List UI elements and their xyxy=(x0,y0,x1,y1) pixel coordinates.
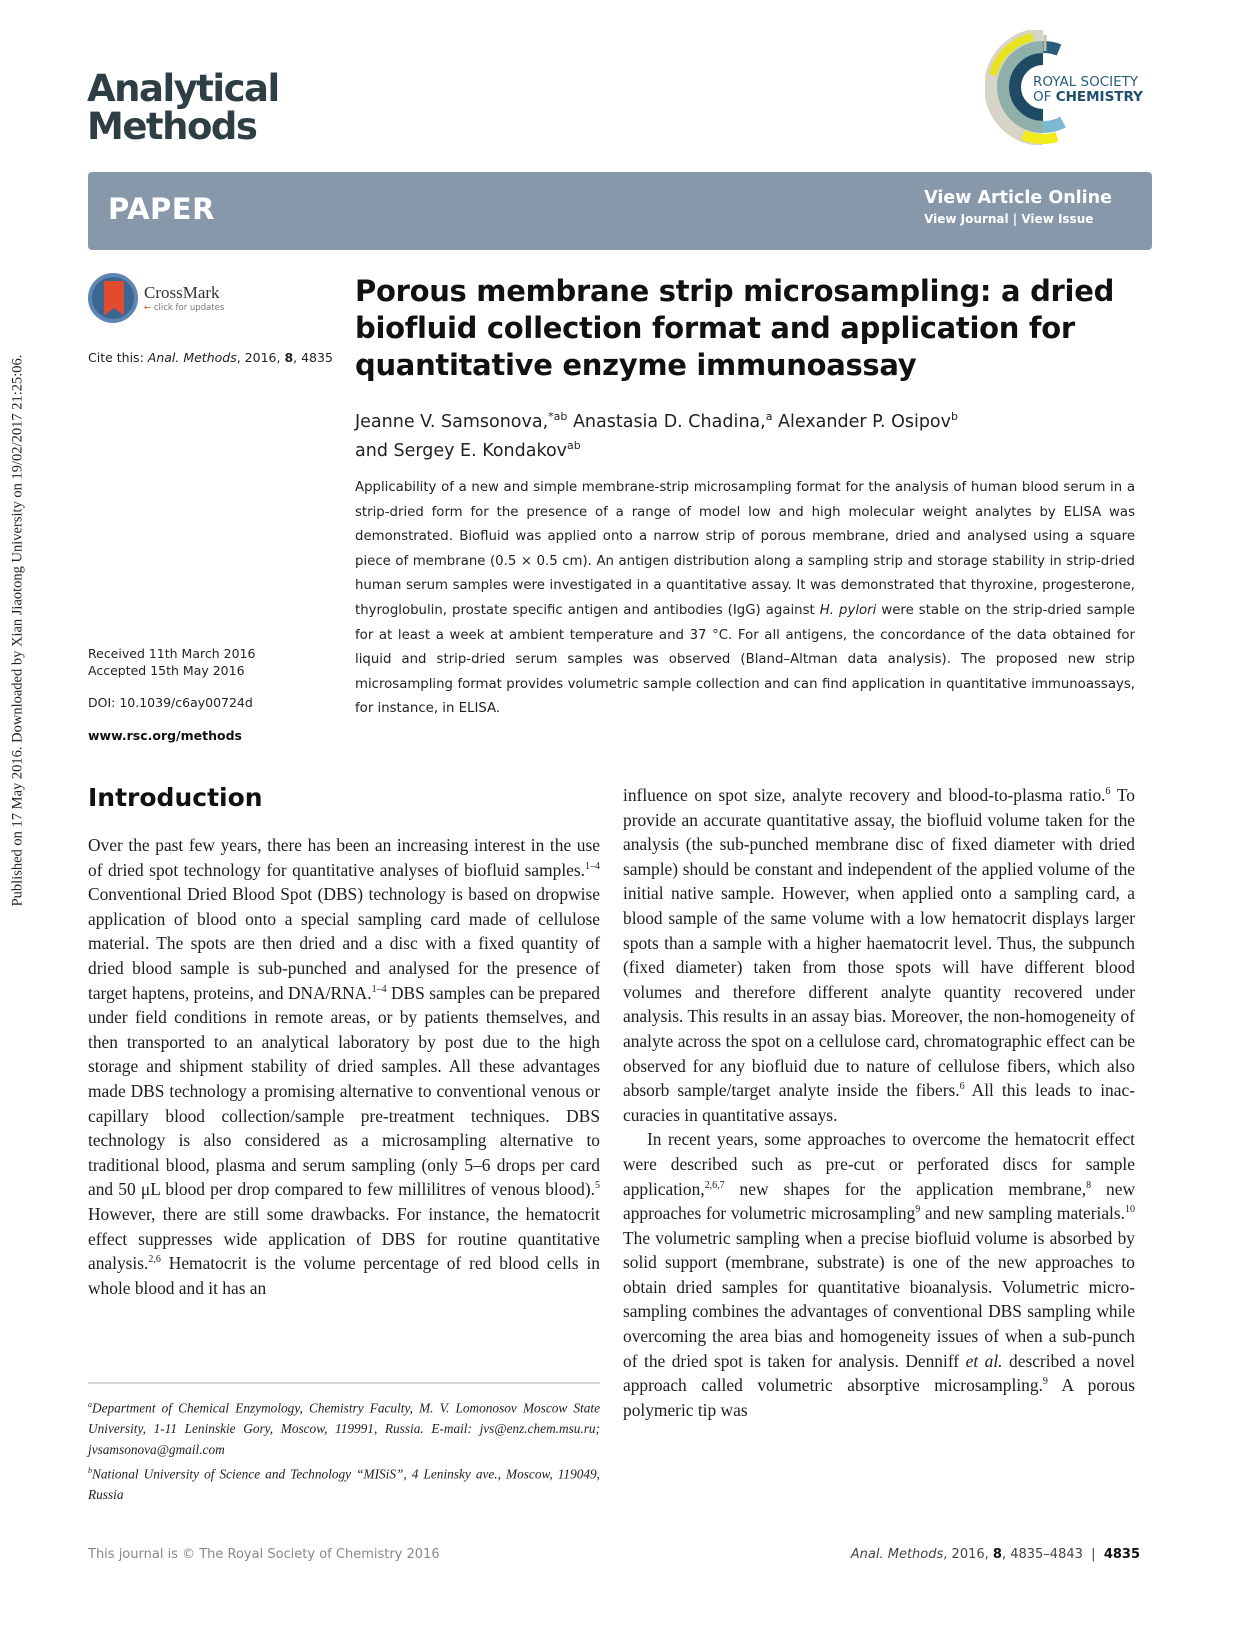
body-column-left xyxy=(88,833,600,1300)
body-paragraph: In recent years, some approaches to overcome the hematocrit effect were described such as pre-cut or perforated discs for sample application,$^{2,6,7}$ new shapes for the application membrane,$^8$ new approaches for volumetric microsampling$^9$ and new sampling materials.$^{10}$ The volumetric sampling when a precise biofluid volume is absorbed by solid support (membrane, substrate) is one of the new approaches to obtain dried samples for quantitative bioanalysis. Volumetric microsampling combines the advantages of conventional DBS sampling while overcoming the area bias and homogeneity issues of when a sub-punch of the dried spot is taken for analysis. Denniff et al. described a novel approach called volumetric absorptive microsampling.$^9$ A porous polymeric tip was xyxy=(623,1129,1136,1420)
citation: Cite this: Anal. Methods, 2016, 8, 4835 xyxy=(88,350,333,365)
page-footer xyxy=(88,1547,1140,1562)
download-stamp-text: Published on 17 May 2016. Downloaded by Xian Jiaotong University on 19/02/2017 21:25:06. xyxy=(9,354,26,906)
link-separator: | xyxy=(1008,212,1022,226)
citation-ref[interactable]: 6 xyxy=(1105,786,1111,798)
citation-ref[interactable]: 8 xyxy=(1086,1179,1092,1191)
article-title: Porous membrane strip microsampling: a dried biofluid collection format and application for quantitative enzyme immunoassay xyxy=(355,274,1115,382)
rsc-wordmark-line1: ROYAL SOCIETY xyxy=(1033,74,1139,90)
crossmark-subtitle: ← click for updates xyxy=(144,303,225,313)
journal-title-line2: Methods xyxy=(87,105,257,148)
citation-ref[interactable]: 1–4 xyxy=(585,860,600,872)
received-date: Received 11th March 2016 xyxy=(88,646,256,661)
article-type-label: PAPER xyxy=(108,192,215,226)
page-number: 4835 xyxy=(1103,1547,1140,1562)
citation-ref[interactable]: 6 xyxy=(959,1081,965,1093)
author[interactable]: Jeanne V. Samsonova, xyxy=(355,411,549,432)
rsc-wordmark-line2: OF CHEMISTRY xyxy=(1033,89,1143,105)
affiliation-footnotes xyxy=(88,1395,600,1506)
page-citation: Anal. Methods, 2016, 8, 4835–4843 | 4835 xyxy=(850,1547,1140,1562)
citation-ref[interactable]: 9 xyxy=(1042,1376,1048,1388)
view-article-online-link[interactable]: View Article Online xyxy=(924,188,1112,208)
citation-ref[interactable]: 9 xyxy=(915,1204,921,1216)
crossmark-title: CrossMark xyxy=(144,283,220,302)
accepted-date: Accepted 15th May 2016 xyxy=(88,663,245,678)
article-dates xyxy=(88,645,255,679)
footnote: $^b$National University of Science and Technology “MISiS”, 4 Leninsky ave., Moscow, 119049, Russia xyxy=(88,1466,600,1503)
author-list: Jeanne V. Samsonova,$^{*ab}$ Anastasia D. Chadina,$^a$ Alexander P. Osipov$^b$ and Sergey E. Kondakov$^{ab}$ xyxy=(355,410,958,461)
download-stamp xyxy=(8,320,28,940)
citation-ref[interactable]: 10 xyxy=(1125,1204,1135,1216)
footnote-divider xyxy=(88,1382,600,1384)
body-paragraph: influence on spot size, analyte recovery and blood-to-plasma ratio.$^6$ To provide an accurate quantitative assay, the biofluid volume taken for the analysis (the sub-punched membrane disc of fixed diameter with dried sample) should be constant and independent of the applied volume of the initial native sample. However, when applied onto a sampling card, a blood sample of the same volume with a low hematocrit displays larger spots than a sample with a higher haematocrit level. Thus, the subpunch (fixed diameter) taken from those spots will have different blood volumes and therefore different analyte quantity recovered under analysis. This results in an assay bias. Moreover, the non-homogeneity of analyte across the spot on a cellulose card, chromatographic effect can be observed for any biofluid due to nature of cellulose fibers, which also absorb sample/target analyte inside the fibers.$^6$ All this leads to inaccuracies in quantitative assays. xyxy=(623,785,1135,1125)
citation-ref[interactable]: 5 xyxy=(595,1180,600,1192)
abstract: Applicability of a new and simple membrane-strip microsampling format for the analysis of human blood serum in a strip-dried form for the presence of a range of model low and high molecular weight analytes by ELISA was demonstrated. Biofluid was applied onto a narrow strip of porous membrane, dried and analysed using a square piece of membrane (0.5 × 0.5 cm). An antigen distribution along a sampling strip and storage stability in strip-dried human serum samples were investigated in a quantitative assay. It was demonstrated that thyroxine, progesterone, thyroglobulin, prostate specific antigen and antibodies (IgG) against H. pylori were stable on the strip-dried sample for at least a week at ambient temperature and 37 °C. For all antigens, the concordance of the data obtained for liquid and strip-dried serum samples was observed (Bland–Altman data analysis). The proposed new strip microsampling format provides volumetric sample collection and can find application in quantitative immunoassays, for instance, in ELISA. xyxy=(355,480,1135,717)
citation-ref[interactable]: 1–4 xyxy=(371,983,387,995)
body-column-right xyxy=(623,783,1135,1422)
citation-ref[interactable]: 2,6,7 xyxy=(704,1179,725,1191)
copyright-notice: This journal is © The Royal Society of Chemistry 2016 xyxy=(88,1547,440,1562)
crossmark-badge[interactable] xyxy=(88,273,224,323)
journal-title-line1: Analytical xyxy=(87,67,279,110)
crossmark-icon xyxy=(88,273,138,323)
article-type-banner xyxy=(88,172,1152,250)
doi[interactable]: DOI: 10.1039/c6ay00724d xyxy=(88,695,253,710)
banner-sub-links xyxy=(924,212,1112,226)
rsc-wordmark xyxy=(1033,75,1143,105)
citation-ref[interactable]: 2,6 xyxy=(148,1254,161,1266)
footnote: $^a$Department of Chemical Enzymology, Chemistry Faculty, M. V. Lomonosov Moscow State University, 1-11 Leninskie Gory, Moscow, 119991, Russia. E-mail: jvs@enz.chem.msu.ru; jvsamsonova@gmail.com xyxy=(88,1400,600,1457)
section-heading-introduction: Introduction xyxy=(88,783,263,812)
body-paragraph: Over the past few years, there has been an increasing interest in the use of dried spot technology for quantitative analyses of biofluid samples.$^{1-4}$ Conventional Dried Blood Spot (DBS) technology is based on dropwise application of blood onto a special sampling card made of cellulose material. The spots are then dried and a disc with a fixed quantity of dried blood sample is sub-punched and analysed for the presence of target haptens, proteins, and DNA/RNA.$^{1-4}$ DBS samples can be prepared under field conditions in remote areas, or by patients themselves, and then transported to an analytical laboratory by post due to the high storage and shipment stability of dried samples. All these advantages made DBS technology a promising alternative to conventional venous or capillary blood collection/sample pre-treatment techniques. DBS technology is also considered as a microsampling alternative to traditional blood, plasma and serum sampling (only 5–6 drops per card and 50 μL blood per drop compared to few millilitres of venous blood).$^5$ However, there are still some drawbacks. For instance, the hematocrit effect suppresses wide application of DBS for routine quantitative analysis.$^{2,6}$ Hematocrit is the volume percentage of red blood cells in whole blood and it has an xyxy=(88,835,600,1298)
author[interactable]: Alexander P. Osipov xyxy=(772,411,951,432)
view-journal-link[interactable]: View Journal xyxy=(924,212,1009,226)
journal-title[interactable] xyxy=(87,67,279,148)
journal-website-link[interactable]: www.rsc.org/methods xyxy=(88,728,242,743)
arrow-left-icon: ← xyxy=(144,303,152,313)
banner-links xyxy=(924,188,1112,226)
view-issue-link[interactable]: View Issue xyxy=(1021,212,1094,226)
author[interactable]: and Sergey E. Kondakov xyxy=(355,440,568,461)
author[interactable]: Anastasia D. Chadina, xyxy=(567,411,766,432)
